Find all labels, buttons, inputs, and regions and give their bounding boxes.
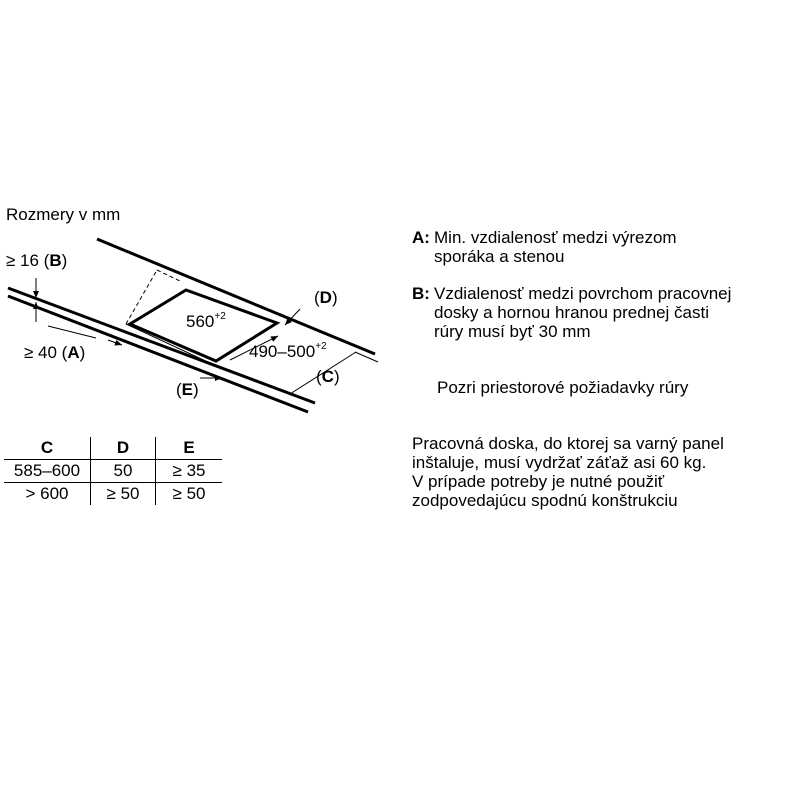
- legend-key-b: B:: [412, 284, 430, 303]
- label-e: (E): [176, 380, 199, 399]
- table-header-row: [4, 437, 222, 460]
- label-cutout-width: $560^{+2}$: [186, 311, 226, 331]
- table-header-e: E: [156, 437, 223, 460]
- label-a: ≥ 40 (A): [24, 343, 86, 362]
- label-d: (D): [314, 288, 338, 307]
- legend-key-a: A:: [412, 228, 430, 247]
- table-row: [4, 460, 222, 483]
- table-header-c: C: [4, 437, 91, 460]
- table-cell: ≥ 35: [156, 460, 223, 483]
- table-row: [4, 483, 222, 506]
- legend-item-a: [412, 228, 677, 266]
- legend-item-b: [412, 284, 731, 341]
- load-capacity-note: Pracovná doska, do ktorej sa varný panel inštaluje, musí vydržať záťaž asi 60 kg. V prípade potreby je nutné použiť zodpovedajúcu spodnú konštrukciu: [412, 434, 724, 510]
- dimensions-caption: Rozmery v mm: [6, 205, 121, 224]
- table-cell: > 600: [25, 484, 69, 503]
- legend-text-a: Min. vzdialenosť medzi výrezom sporáka a stenou: [434, 228, 677, 266]
- table-cell: 50: [91, 460, 156, 483]
- table-header-d: D: [91, 437, 156, 460]
- dimension-table: [4, 437, 222, 505]
- label-c: (C): [316, 367, 340, 386]
- table-cell: 585–600: [4, 460, 91, 483]
- oven-requirements-note: Pozri priestorové požiadavky rúry: [437, 378, 689, 397]
- table-cell: ≥ 50: [91, 483, 156, 506]
- label-cutout-depth: $490-500^{+2}$: [249, 341, 327, 361]
- legend-text-b: Vzdialenosť medzi povrchom pracovnej dosky a hornou hranou prednej časti rúry musí byť 30 mm: [434, 284, 732, 341]
- label-b: ≥ 16 (B): [6, 251, 68, 270]
- table-cell: ≥ 50: [156, 483, 223, 506]
